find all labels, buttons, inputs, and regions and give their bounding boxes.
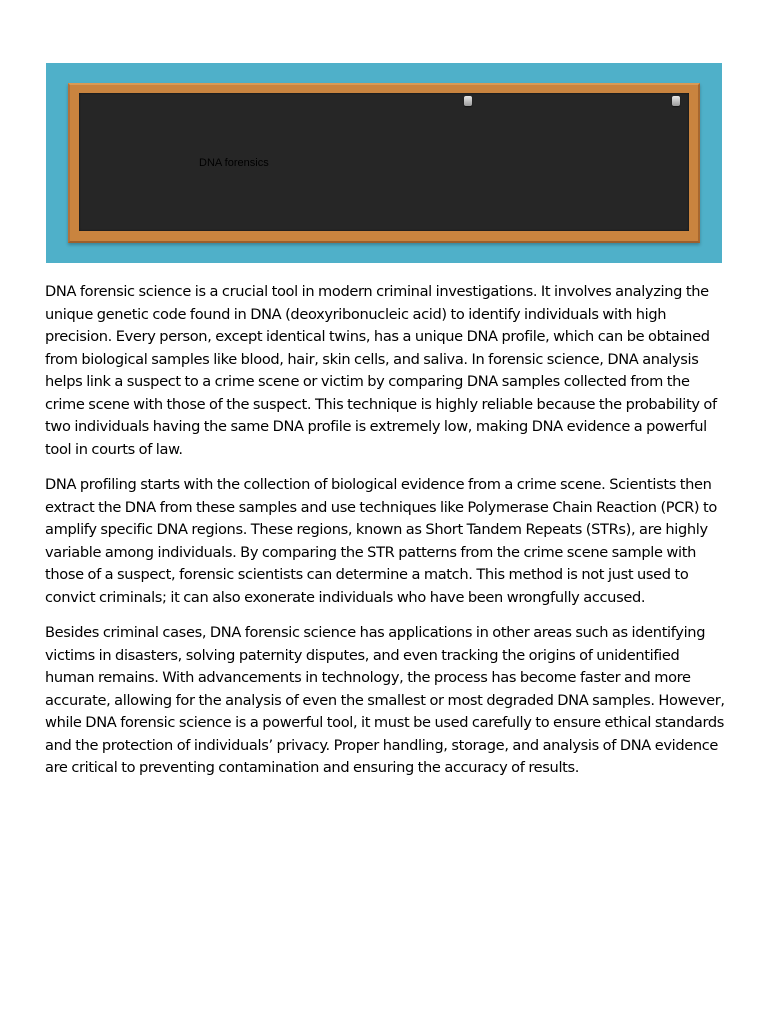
paragraph-profiling: DNA profiling starts with the collection of biological evidence from a crime scene. Scientists then extract the DNA from these samples and use techniques like Polymerase Chain Reaction (PCR) to amplify specific DNA regions. These regions, known as Short Tandem Repeats (STRs), are highly variable among individuals. By comparing the STR patterns from the crime scene sample with those of a suspect, forensic scientists can determine a match. This method is not just used to convict criminals; it can also exonerate individuals who have been wrongfully accused.	[45, 476, 717, 606]
paragraph-applications: Besides criminal cases, DNA forensic science has applications in other areas such as identifying victims in disasters, solving paternity disputes, and even tracking the origins of unidentified human remains. With advancements in technology, the process has become faster and more accurate, allowing for the analysis of even the smallest or most degraded DNA samples. However, while DNA forensic science is a powerful tool, it must be used carefully to ensure ethical standards and the protection of individuals’ privacy. Proper handling, storage, and analysis of DNA evidence are critical to preventing contamination and ensuring the accuracy of results.	[45, 624, 725, 776]
chalkboard	[79, 93, 689, 231]
chalkboard-frame	[68, 83, 700, 243]
paragraph-intro: DNA forensic science is a crucial tool in modern criminal investigations. It involves analyzing the unique genetic code found in DNA (deoxyribonucleic acid) to identify individuals with high precision. Every person, except identical twins, has a unique DNA profile, which can be obtained from biological samples like blood, hair, skin cells, and saliva. In forensic science, DNA analysis helps link a suspect to a crime scene or victim by comparing DNA samples collected from the crime scene with those of the suspect. This technique is highly reliable because the probability of two individuals having the same DNA profile is extremely low, making DNA evidence a powerful tool in courts of law.	[45, 283, 717, 458]
pin-icon	[672, 96, 680, 106]
pin-icon	[464, 96, 472, 106]
banner-title: DNA forensics	[199, 157, 269, 169]
document-body	[45, 281, 725, 793]
title-banner	[46, 63, 722, 263]
